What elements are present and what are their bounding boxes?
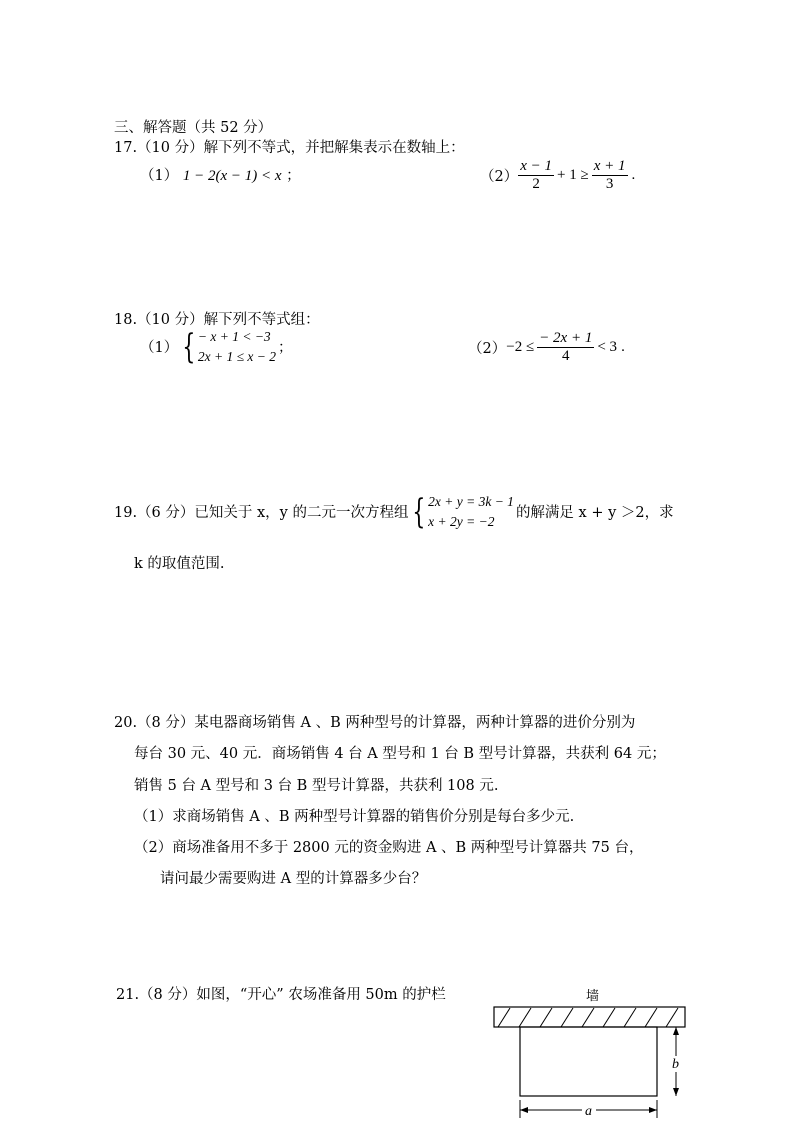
q17-p1-math: 1 − 2(x − 1) < x xyxy=(182,168,282,184)
q18-p2-right: < 3 xyxy=(597,339,618,356)
q17-p2-frac2-den: 3 xyxy=(605,176,614,193)
q18-p1-label: （1） xyxy=(140,340,179,357)
a-arrow-left xyxy=(520,1107,528,1113)
q18-p2-left: −2 ≤ xyxy=(506,339,535,356)
q18-p1-tail: ； xyxy=(278,340,293,357)
a-label: a xyxy=(585,1104,592,1119)
q17-p1-tail: ； xyxy=(286,168,301,184)
q18-p2-frac xyxy=(537,330,594,366)
q18-p1-brace: { xyxy=(182,326,196,367)
q17-stem: 17.（10 分）解下列不等式，并把解集表示在数轴上： xyxy=(114,140,465,156)
q20-line2: 每台 30 元、40 元．商场销售 4 台 A 型号和 1 台 B 型号计算器，共获利 64 元； xyxy=(134,746,666,762)
q19-line2: k 的取值范围. xyxy=(134,556,225,572)
q19-system xyxy=(408,492,513,531)
wall xyxy=(494,1007,685,1027)
q18-p1-line1: − x + 1 < −3 xyxy=(197,329,271,344)
q17-p2-frac1-num: x − 1 xyxy=(518,158,554,176)
q19-stem-b: 的解满足 x + y ＞2，求 xyxy=(515,505,674,522)
q17-p2-frac1-den: 2 xyxy=(532,176,540,193)
q18-part1 xyxy=(140,327,293,366)
q18-p1-system xyxy=(178,327,276,366)
q21-figure xyxy=(488,980,694,1120)
a-arrow-right xyxy=(649,1107,657,1113)
q17-p2-frac2 xyxy=(592,158,628,194)
wall-hatching xyxy=(498,1008,678,1027)
q17-p2-mid: + 1 ≥ xyxy=(557,167,589,184)
q18-stem: 18.（10 分）解下列不等式组： xyxy=(114,312,320,328)
q18-p2-frac-den: 4 xyxy=(562,348,570,365)
q17-p2-frac1 xyxy=(518,158,554,194)
q17-part1 xyxy=(140,164,301,185)
q20-line3: 销售 5 台 A 型号和 3 台 B 型号计算器，共获利 108 元. xyxy=(134,778,499,794)
q20-line5: （2）商场准备用不多于 2800 元的资金购进 A 、B 两种型号计算器共 75 台， xyxy=(134,840,644,856)
q17-p2-label: （2） xyxy=(480,169,519,186)
b-arrow-top xyxy=(673,1027,679,1035)
q17-p2-frac2-num: x + 1 xyxy=(592,158,628,176)
enclosure xyxy=(520,1027,657,1096)
q19-sys-line2: x + 2y = −2 xyxy=(428,513,495,529)
q18-p2-frac-num: − 2x + 1 xyxy=(537,330,594,348)
q17-p2-tail: . xyxy=(631,167,636,184)
q18-p2-label: （2） xyxy=(468,341,507,358)
wall-label: 墙 xyxy=(586,989,600,1004)
q21-stem: 21.（8 分）如图，“开心” 农场准备用 50m 的护栏 xyxy=(116,987,446,1003)
section-heading: 三、解答题（共 52 分） xyxy=(114,120,273,136)
q19-sys-line1: 2x + y = 3k − 1 xyxy=(428,494,514,509)
q17-part2 xyxy=(480,158,635,194)
q20-line1: 20.（8 分）某电器商场销售 A 、B 两种型号的计算器，两种计算器的进价分别为 xyxy=(114,715,636,731)
q18-p2-tail: . xyxy=(621,339,625,356)
q19-line1 xyxy=(114,492,674,531)
q18-p1-line2: 2x + 1 ≤ x − 2 xyxy=(197,348,276,364)
q19-brace: { xyxy=(412,491,426,532)
b-arrow-bottom xyxy=(673,1088,679,1096)
q18-part2 xyxy=(468,330,625,366)
q19-stem-a: 19.（6 分）已知关于 x，y 的二元一次方程组 xyxy=(114,505,409,522)
q20-line4: （1）求商场销售 A 、B 两种型号计算器的销售价分别是每台多少元. xyxy=(134,809,575,825)
q20-line6: 请问最少需要购进 A 型的计算器多少台？ xyxy=(160,871,427,887)
q17-p1-label: （1） xyxy=(140,168,179,184)
b-label: b xyxy=(672,1057,679,1072)
